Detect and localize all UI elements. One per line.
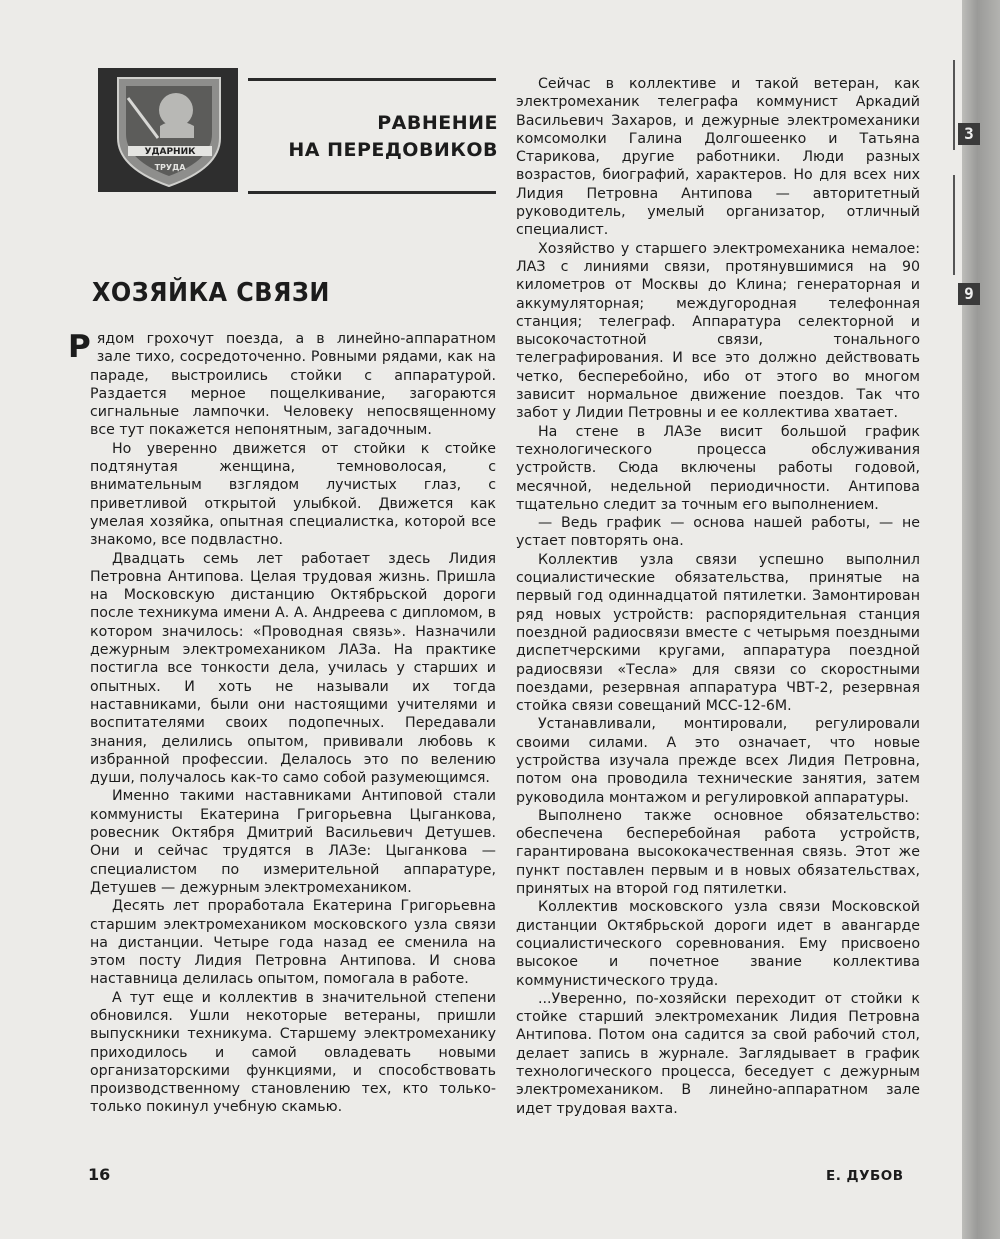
udarnik-truda-emblem [98, 68, 238, 192]
page-edge [962, 0, 1000, 1239]
article-paragraph: Устанавливали, монтировали, регулировали своими силами. А это означает, что новые устройства изучала прежде всех Лидия Петровна, потом она проводила технические занятия, затем руководила монтажом и регулировкой аппаратуры. [516, 716, 920, 806]
article-paragraph: На стене в ЛАЗе висит большой график технологического процесса обслуживания устройств. Сюда включены работы годовой, месячной, недельной периодичности. Антипова тщательно следит за точным его выполнением. [516, 423, 920, 513]
side-tab: 3 [958, 123, 980, 145]
emblem-caption-bottom: ТРУДА [154, 163, 186, 172]
article-paragraph: Сейчас в коллективе и такой ветеран, как электромеханик телеграфа коммунист Аркадий Васильевич Захаров, и дежурные электромеханики комсомолки Галина Долгошеенко и Татьяна Старикова, другие работники. Люди разных возрастов, биографий, характеров. Но для всех них Лидия Петровна Антипова — авторитетный руководитель, умелый организатор, отличный специалист. [516, 76, 920, 239]
article-right-column [516, 75, 920, 1118]
author-signature: Е. ДУБОВ [826, 1168, 904, 1184]
article-paragraph: Десять лет проработала Екатерина Григорьевна старшим электромехаником московского узла связи на дистанции. Четыре года назад ее сменила на этом посту Лидия Петровна Антипова. И снова наставница делилась опытом, помогала в работе. [90, 898, 496, 988]
article-paragraph: Двадцать семь лет работает здесь Лидия Петровна Антипова. Целая трудовая жизнь. Пришла на Московскую дистанцию Октябрьской дороги после техникума имени А. А. Андреева с дипломом, в котором значилось: «Проводная связь». Назначили дежурным электромехаником ЛАЗа. На практике постигла все тонкости дела, училась у старших и опытных. И хоть не называли их тогда наставниками, были они настоящими учителями и воспитателями своих подопечных. Передавали знания, делились опытом, прививали любовь к избранной профессии. Делалось это по велению души, получалось как-то само собой разумеющимся. [90, 550, 496, 787]
section-heading-line2: НА ПЕРЕДОВИКОВ [288, 139, 498, 161]
article-title: ХОЗЯЙКА СВЯЗИ [92, 278, 330, 308]
article-paragraph: А тут еще и коллектив в значительной степени обновился. Ушли некоторые ветераны, пришли выпускники техникума. Старшему электромеханику приходилось и самой овладевать новыми организаторскими функциями, и способствовать производственному становлению тех, кто только-только покинул учебную скамью. [90, 989, 496, 1116]
page-number: 16 [88, 1165, 111, 1184]
article-paragraph: Хозяйство у старшего электромеханика немалое: ЛАЗ с линиями связи, протянувшимися на 90 километров от Москвы до Клина; генераторная и аккумуляторная; междугородная телефонная станция; телеграф. Аппаратура селекторной и высокочастотной связи, тонального телеграфирования. И все это должно действовать четко, бесперебойно, ибо от этого во многом зависит нормальное движение поездов. Так что забот у Лидии Петровны и ее коллектива хватает. [516, 240, 920, 422]
article-paragraph: Именно такими наставниками Антиповой стали коммунисты Екатерина Григорьевна Цыганкова, ровесник Октября Дмитрий Васильевич Детушев. Они и сейчас трудятся в ЛАЗе: Цыганкова — специалистом по измерительной аппаратуре, Детушев — дежурным электромехаником. [90, 788, 496, 896]
section-heading [248, 110, 498, 164]
side-tab: 9 [958, 283, 980, 305]
article-left-column [68, 329, 496, 1117]
article-paragraph: Коллектив узла связи успешно выполнил социалистические обязательства, принятые на первый год одиннадцатой пятилетки. Замонтирован ряд новых устройств: распорядительная станция поездной радиосвязи вместе с четырьмя поездными диспетчерскими кругами, аппаратура поездной радиосвязи «Тесла» для связи со скоростными поездами, резервная аппаратура ЧВТ-2, резервная стойка связи совещаний МСС-12-6М. [516, 551, 920, 715]
emblem-caption-top: УДАРНИК [144, 147, 196, 157]
section-heading-line1: РАВНЕНИЕ [377, 112, 498, 134]
edge-divider [953, 60, 955, 150]
article-paragraph: — Ведь график — основа нашей работы, — не устает повторять она. [516, 515, 920, 550]
article-paragraph: ...Уверенно, по-хозяйски переходит от стойки к стойке старший электромеханик Лидия Петровна Антипова. Потом она садится за свой рабочий стол, делает запись в журнале. Заглядывает в график технологического процесса, беседует с дежурным электромехаником. В линейно-аппаратном зале идет трудовая вахта. [516, 990, 920, 1117]
article-paragraph: Но уверенно движется от стойки к стойке подтянутая женщина, темноволосая, с внимательным взглядом лучистых глаз, с приветливой открытой улыбкой. Движется как умелая хозяйка, опытная специалистка, которой все знакомо, все подвластно. [90, 440, 496, 549]
drop-cap: Р [68, 329, 91, 365]
heading-rule-top [248, 78, 496, 81]
edge-divider [953, 175, 955, 275]
heading-rule-bottom [248, 191, 496, 194]
article-paragraph: Рядом грохочут поезда, а в линейно-аппаратном зале тихо, сосредоточенно. Ровными рядами, как на параде, выстроились стойки с аппаратурой. Раздается мерное пощелкивание, загораются сигнальные лампочки. Человеку непосвященному все тут покажется непонятным, загадочным. [68, 329, 496, 439]
article-paragraph: Выполнено также основное обязательство: обеспечена бесперебойная работа устройств, гарантирована высококачественная связь. Этот же пункт поставлен первым и в новых обязательствах, принятых на второй год пятилетки. [516, 807, 920, 898]
article-paragraph: Коллектив московского узла связи Московской дистанции Октябрьской дороги идет в авангарде социалистического соревнования. Ему присвоено высокое и почетное звание коллектива коммунистического труда. [516, 899, 920, 989]
